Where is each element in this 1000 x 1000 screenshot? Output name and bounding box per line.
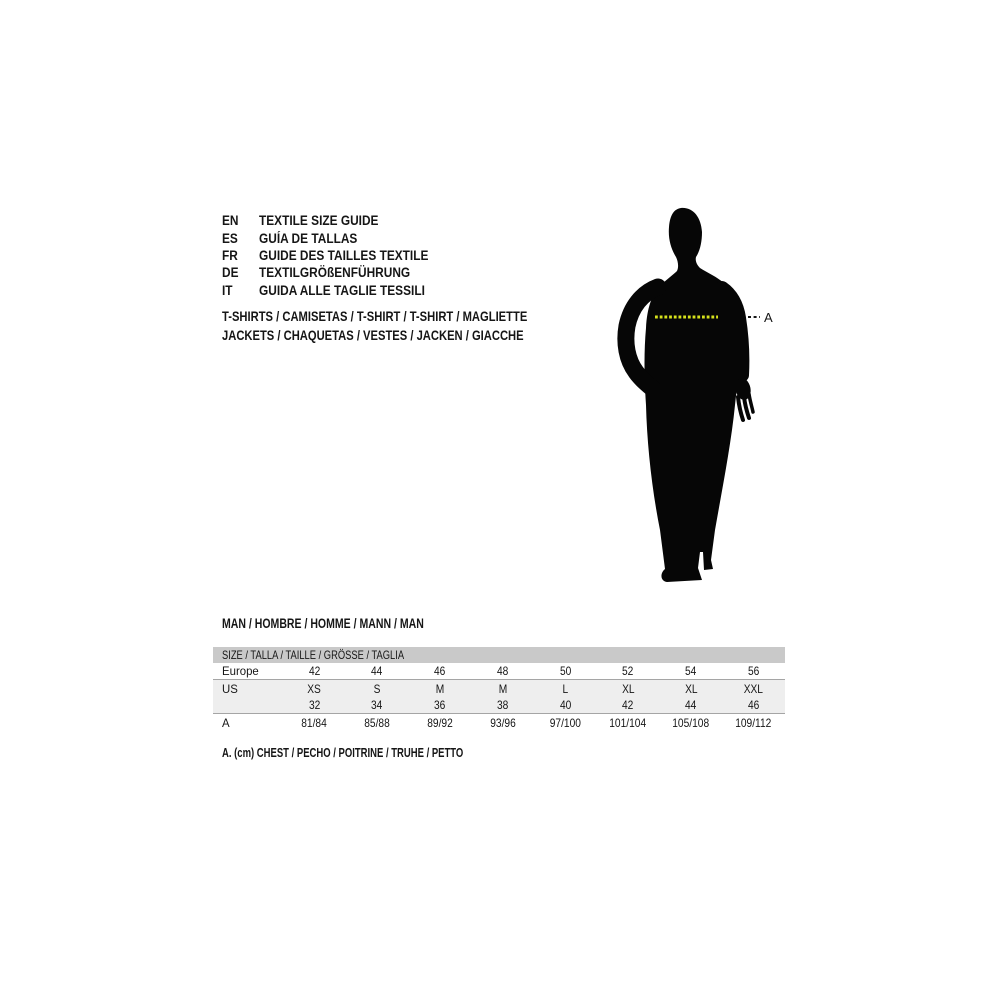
size-cell: 101/104 [609,715,647,730]
size-cell: S [373,681,381,696]
size-cell: 46 [747,698,760,712]
size-cell: M [435,681,445,696]
language-title: GUIDA ALLE TAGLIE TESSILI [259,282,425,298]
size-cell: 36 [434,698,446,712]
row-cells [283,716,785,730]
size-cell: XL [621,681,635,696]
size-cell: 97/100 [549,715,581,730]
language-code: EN [222,213,239,229]
table-row [213,697,785,714]
size-cell: 40 [559,698,572,712]
size-cell: 52 [622,664,634,678]
language-code: FR [222,247,238,263]
language-code: IT [222,282,233,298]
size-cell: XS [307,681,322,696]
size-cell: XL [684,681,698,696]
size-cell: 46 [434,664,446,678]
table-row [213,663,785,680]
list-item [222,264,452,281]
size-cell: L [562,681,569,696]
size-cell: 32 [308,698,321,712]
row-label: A [222,715,230,730]
measure-footnote: A. (cm) CHEST / PECHO / POITRINE / TRUHE / PETTO [222,745,464,760]
size-cell: 42 [622,698,634,712]
row-cells [283,664,785,678]
measure-label: A [764,310,773,325]
row-label: Europe [222,664,259,678]
row-cells [283,682,785,696]
size-cell: 56 [747,664,760,678]
size-cell: 34 [371,698,383,712]
category-line: T-SHIRTS / CAMISETAS / T-SHIRT / T-SHIRT / MAGLIETTE [222,308,528,324]
row-label [213,698,283,712]
size-cell: 44 [371,664,383,678]
size-cell: 50 [559,664,572,678]
size-cell: 89/92 [427,715,453,730]
man-silhouette-figure [600,190,800,610]
language-code: ES [222,230,238,246]
list-item [222,212,452,229]
size-table [213,647,785,731]
garment-categories [222,308,604,346]
size-cell: 93/96 [489,715,516,730]
size-cell: XXL [743,681,764,696]
category-line: JACKETS / CHAQUETAS / VESTES / JACKEN / GIACCHE [222,327,524,343]
size-cell: 109/112 [735,715,772,730]
language-list [222,212,452,299]
size-cell: 48 [496,664,509,678]
size-table-header: SIZE / TALLA / TAILLE / GRÖSSE / TAGLIA [213,647,785,663]
row-label: US [222,681,238,696]
list-item [222,247,452,264]
language-code: DE [222,265,239,281]
size-cell: M [498,681,507,696]
language-title: GUÍA DE TALLAS [259,230,358,246]
size-cell: 54 [685,664,697,678]
list-item [222,282,452,299]
size-cell: 105/108 [672,715,710,730]
table-row [213,714,785,731]
language-title: TEXTILGRÖßENFÜHRUNG [259,265,411,281]
language-title: GUIDE DES TAILLES TEXTILE [259,247,429,263]
row-cells [283,698,785,712]
list-item [222,229,452,246]
size-cell: 81/84 [301,715,328,730]
size-table-body [213,663,785,731]
language-title: TEXTILE SIZE GUIDE [259,213,379,229]
size-cell: 38 [496,698,509,712]
size-cell: 85/88 [364,715,390,730]
man-silhouette [626,208,753,582]
section-title: MAN / HOMBRE / HOMME / MANN / MAN [222,616,424,631]
size-cell: 42 [308,664,321,678]
table-row [213,680,785,697]
size-cell: 44 [685,698,697,712]
